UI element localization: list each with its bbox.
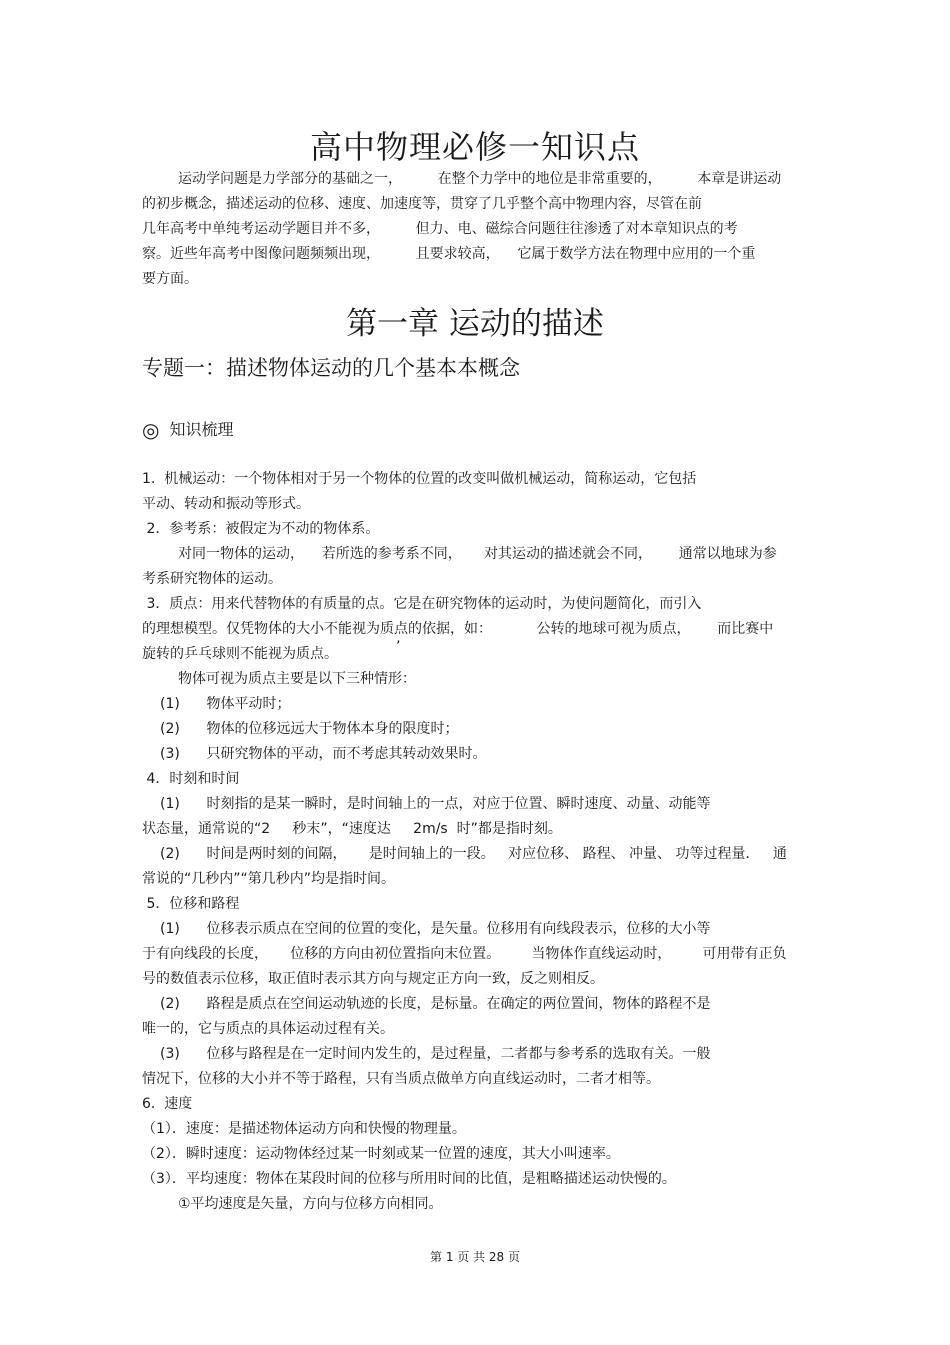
body-line: (2) 物体的位移远远大于物体本身的限度时；	[160, 721, 459, 737]
body-line: 1. 机械运动：一个物体相对于另一个物体的位置的改变叫做机械运动，简称运动，它包括	[142, 471, 697, 487]
body-line: 于有向线段的长度， 位移的方向由初位置指向末位置。 当物体作直线运动时， 可用带有正负	[142, 946, 787, 962]
double-circle-icon: ◎	[142, 418, 160, 442]
body-line: 3．质点：用来代替物体的有质量的点。它是在研究物体的运动时，为使问题简化，而引入	[142, 596, 702, 612]
topic-heading: 专题一：描述物体运动的几个基本本概念	[142, 356, 520, 380]
section-heading	[142, 417, 233, 442]
intro-line: 的初步概念，描述运动的位移、速度、加速度等，贯穿了几乎整个高中物理内容，尽管在前	[142, 196, 702, 212]
body-line: （3）．平均速度：物体在某段时间的位移与所用时间的比值，是粗略描述运动快慢的。	[142, 1171, 676, 1187]
body-line: （1）．速度：是描述物体运动方向和快慢的物理量。	[142, 1121, 466, 1137]
chapter-title: 第一章 运动的描述	[346, 306, 604, 342]
body-line: 对同一物体的运动， 若所选的参考系不同， 对其运动的描述就会不同， 通常以地球为参	[178, 546, 777, 562]
body-line: 6. 速度	[142, 1096, 193, 1112]
body-line: 号的数值表示位移，取正值时表示其方向与规定正方向一致，反之则相反。	[142, 971, 604, 987]
body-line: 状态量，通常说的“2 秒末”，“速度达 2m/s 时”都是指时刻。	[142, 821, 562, 837]
page-footer: 第 1 页 共 28 页	[430, 1250, 520, 1264]
intro-line: 察。近些年高考中图像问题频频出现， 且要求较高， 它属于数学方法在物理中应用的一个重	[142, 246, 756, 262]
body-line: （2）．瞬时速度：运动物体经过某一时刻或某一位置的速度，其大小叫速率。	[142, 1146, 620, 1162]
intro-line: 几年高考中单纯考运动学题目并不多， 但力、电、磁综合问题往往渗透了对本章知识点的考	[142, 221, 738, 237]
intro-line: 运动学问题是力学部分的基础之一， 在整个力学中的地位是非常重要的， 本章是讲运动	[178, 171, 782, 187]
body-line: (3) 位移与路程是在一定时间内发生的，是过程量，二者都与参考系的选取有关。一般	[160, 1046, 711, 1062]
body-line: 唯一的，它与质点的具体运动过程有关。	[142, 1021, 394, 1037]
body-line: (1) 位移表示质点在空间的位置的变化，是矢量。位移用有向线段表示，位移的大小等	[160, 921, 711, 937]
body-line: ①平均速度是矢量，方向与位移方向相同。	[178, 1196, 443, 1212]
body-line: (1) 时刻指的是某一瞬时，是时间轴上的一点，对应于位置、瞬时速度、动量、动能等	[160, 796, 711, 812]
body-line: 5．位移和路程	[142, 896, 240, 912]
body-line: 4．时刻和时间	[142, 771, 240, 787]
body-line: 考系研究物体的运动。	[142, 571, 282, 587]
body-line: 平动、转动和振动等形式。	[142, 496, 310, 512]
body-line: 情况下，位移的大小并不等于路程，只有当质点做单方向直线运动时，二者才相等。	[142, 1071, 660, 1087]
body-line: 常说的“几秒内”“第几秒内”均是指时间。	[142, 871, 396, 887]
body-line: (3) 只研究物体的平动，而不考虑其转动效果时。	[160, 746, 487, 762]
body-line: (2) 路程是质点在空间运动轨迹的长度，是标量。在确定的两位置间，物体的路程不是	[160, 996, 711, 1012]
body-line: 旋转的乒乓球则不能视为质点。	[142, 646, 338, 662]
intro-line: 要方面。	[142, 271, 198, 287]
body-line: 2．参考系：被假定为不动的物体系。	[142, 521, 380, 537]
stray-mark: ’	[396, 639, 401, 655]
body-line: 物体可视为质点主要是以下三种情形：	[178, 671, 416, 687]
section-label: 知识梳理	[169, 420, 234, 439]
body-line: (2) 时间是两时刻的间隔， 是时间轴上的一段。 对应位移、 路程、 冲量、 功等过程量． 通	[160, 846, 787, 862]
body-line: (1) 物体平动时；	[160, 696, 291, 712]
body-line: 的理想模型。仅凭物体的大小不能视为质点的依据，如： 公转的地球可视为质点， 而比赛中	[142, 621, 774, 637]
document-title: 高中物理必修一知识点	[309, 128, 640, 166]
